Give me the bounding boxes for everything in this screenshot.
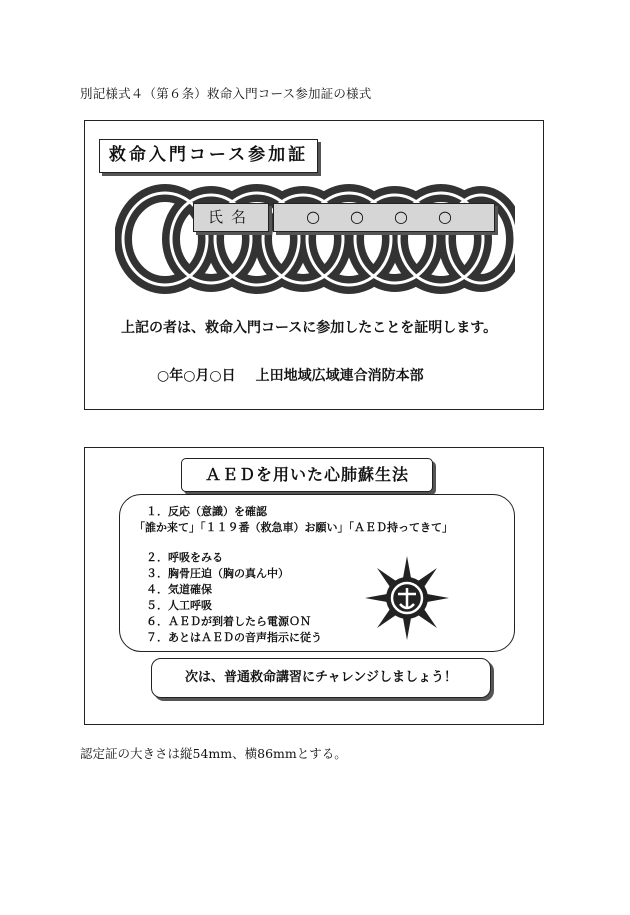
fire-dept-emblem-icon (364, 555, 450, 641)
chain-graphic (115, 179, 515, 299)
aed-title: ＡＥＤを用いた心肺蘇生法 (181, 458, 433, 492)
cpr-steps-box (119, 494, 515, 652)
name-value: ○○○○ (273, 203, 495, 232)
step-1-calls: 「誰か来て」「１１９番（救急車）お願い」「ＡＥＤ持ってきて」 (134, 521, 453, 534)
date-line (157, 365, 444, 385)
step-4: ４．気道確保 (146, 583, 212, 596)
step-2: ２．呼吸をみる (146, 551, 223, 564)
issuer: 上田地域広域連合消防本部 (255, 368, 424, 384)
issue-date: ○年○月○日 (157, 368, 236, 384)
challenge-banner: 次は、普通救命講習にチャレンジしましょう！ (151, 658, 491, 698)
card-title-box (99, 139, 318, 173)
step-6: ６．ＡＥＤが到着したら電源ＯＮ (146, 615, 311, 628)
step-1: １．反応（意識）を確認 (146, 505, 267, 518)
aed-card (84, 447, 544, 725)
size-note: 認定証の大きさは縦54mm、横86mmとする。 (80, 746, 347, 761)
step-3: ３．胸骨圧迫（胸の真ん中） (146, 567, 289, 580)
step-7: ７．あとはＡＥＤの音声指示に従う (146, 631, 322, 644)
participation-card (84, 120, 544, 410)
form-heading: 別記様式４（第６条）救命入門コース参加証の様式 (80, 86, 372, 101)
certification-text: 上記の者は、救命入門コースに参加したことを証明します。 (121, 320, 498, 336)
card-title: 救命入門コース参加証 (108, 145, 309, 165)
name-label: 氏名 (193, 203, 269, 232)
step-5: ５．人工呼吸 (146, 599, 212, 612)
